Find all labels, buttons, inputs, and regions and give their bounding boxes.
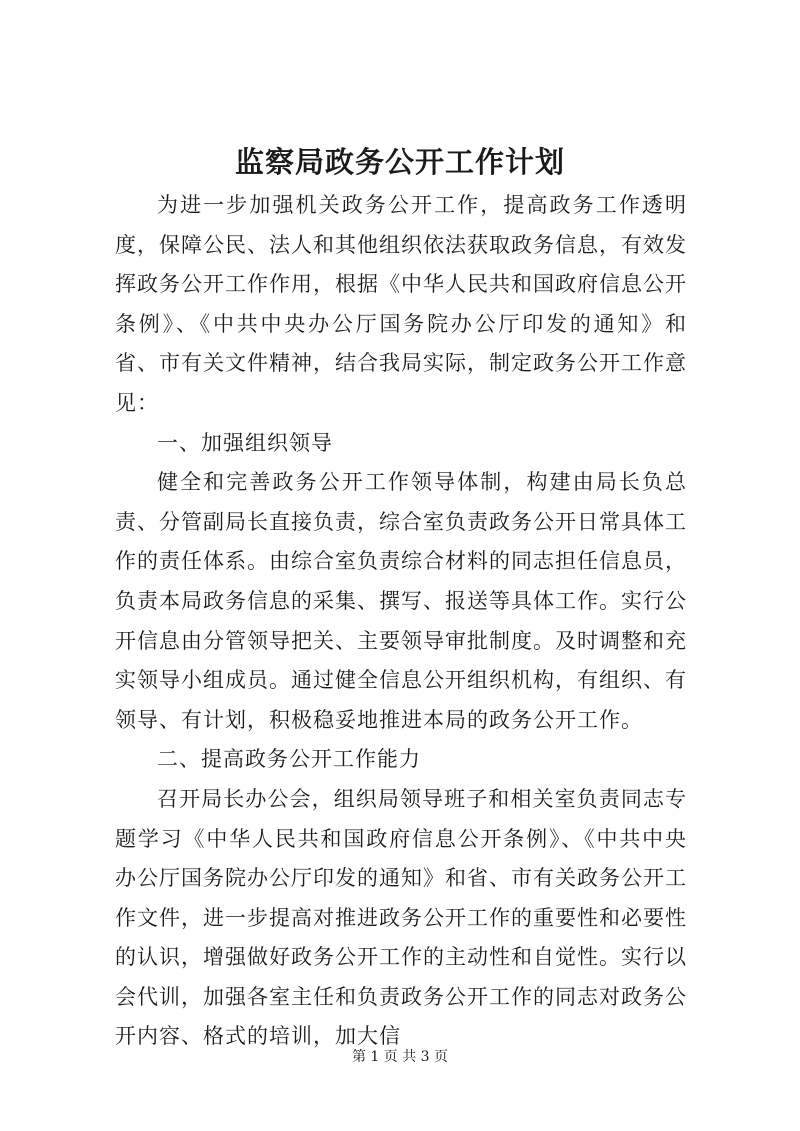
section-heading-2: 二、提高政务公开工作能力	[157, 747, 421, 772]
document-title: 监察局政务公开工作计划	[234, 145, 565, 179]
section-1-paragraph: 健全和完善政务公开工作领导体制，构建由局长负总责、分管副局长直接负责，综合室负责政务公开日常具体工作的责任体系。由综合室负责综合材料的同志担任信息员，负责本局政务信息的采集、撰写、报送等具体工作。实行公开信息由分管领导把关、主要领导审批制度。及时调整和充实领导小组成员。通过健全信息公开组织机构，有组织、有领导、有计划，积极稳妥地推进本局的政务公开工作。	[115, 470, 687, 732]
section-2-paragraph: 召开局长办公会，组织局领导班子和相关室负责同志专题学习《中华人民共和国政府信息公开条例》、《中共中央办公厅国务院办公厅印发的通知》和省、市有关政务公开工作文件，进一步提高对推进政务公开工作的重要性和必要性的认识，增强做好政务公开工作的主动性和自觉性。实行以会代训，加强各室主任和负责政务公开工作的同志对政务公开内容、格式的培训，加大信	[115, 786, 687, 1049]
intro-paragraph: 为进一步加强机关政务公开工作，提高政务工作透明度，保障公民、法人和其他组织依法获取政务信息，有效发挥政务公开工作作用，根据《中华人民共和国政府信息公开条例》、《中共中央办公厅国务院办公厅印发的通知》和省、市有关文件精神，结合我局实际，制定政务公开工作意见：	[115, 193, 687, 415]
section-heading-1: 一、加强组织领导	[157, 430, 333, 455]
page-number-footer: 第 1 页 共 3 页	[351, 1049, 449, 1065]
document-body	[115, 186, 687, 1057]
